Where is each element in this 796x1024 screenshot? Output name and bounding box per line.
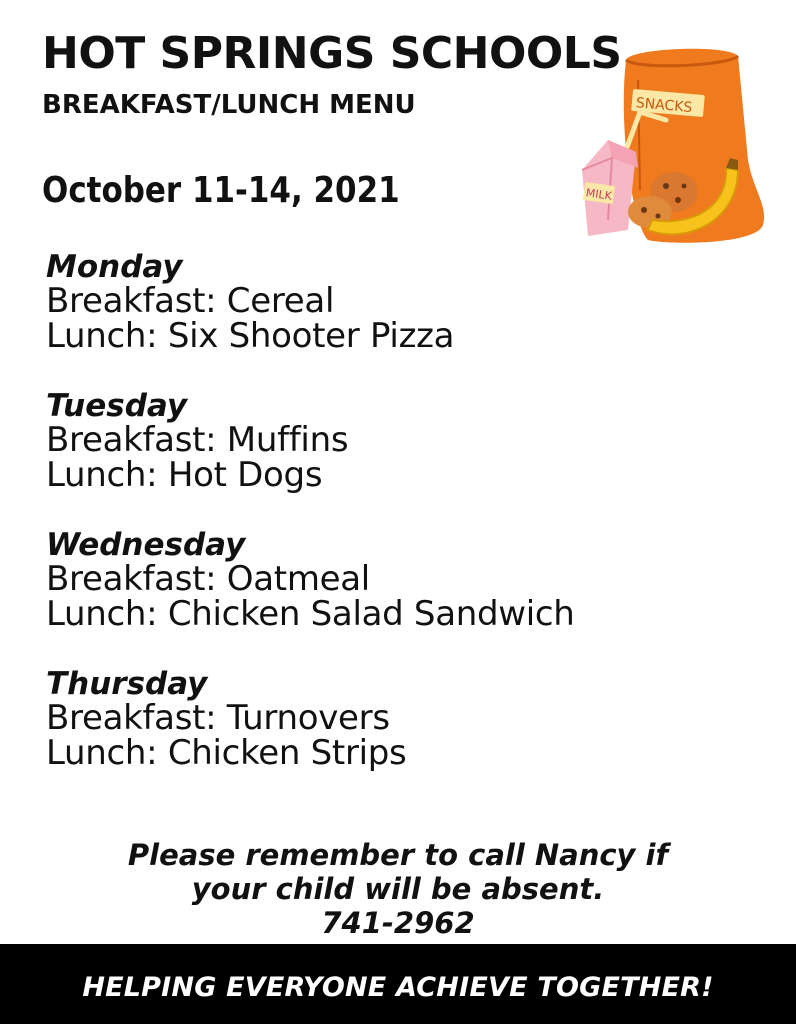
bag-label: SNACKS [635,95,693,117]
footer-banner [0,944,796,1024]
breakfast-item: Breakfast: Cereal [46,281,335,321]
breakfast-item: Breakfast: Muffins [46,420,349,460]
day-tuesday [46,389,766,528]
day-name: Monday [46,249,183,285]
notice-line: your child will be absent. [191,872,605,906]
day-name: Thursday [46,666,208,702]
breakfast-item: Breakfast: Oatmeal [46,559,370,599]
weekly-menu [46,250,766,806]
date-range: October 11-14, 2021 [42,170,400,211]
absence-notice [0,838,796,940]
menu-subtitle: BREAKFAST/LUNCH MENU [42,90,416,120]
notice-line: Please remember to call Nancy if [127,838,669,872]
carton-label: MILK [585,186,613,203]
footer-slogan: HELPING EVERYONE ACHIEVE TOGETHER! [82,971,714,1003]
snack-bag-illustration [578,40,778,250]
lunch-item: Lunch: Six Shooter Pizza [46,316,455,356]
page-title: HOT SPRINGS SCHOOLS [42,28,622,79]
lunch-item: Lunch: Hot Dogs [46,455,323,495]
day-monday [46,250,766,389]
day-thursday [46,667,766,806]
phone-number: 741-2962 [321,906,475,940]
lunch-item: Lunch: Chicken Salad Sandwich [46,594,575,634]
breakfast-item: Breakfast: Turnovers [46,698,390,738]
day-name: Wednesday [46,527,246,563]
lunch-item: Lunch: Chicken Strips [46,733,407,773]
day-wednesday [46,528,766,667]
day-name: Tuesday [46,388,188,424]
